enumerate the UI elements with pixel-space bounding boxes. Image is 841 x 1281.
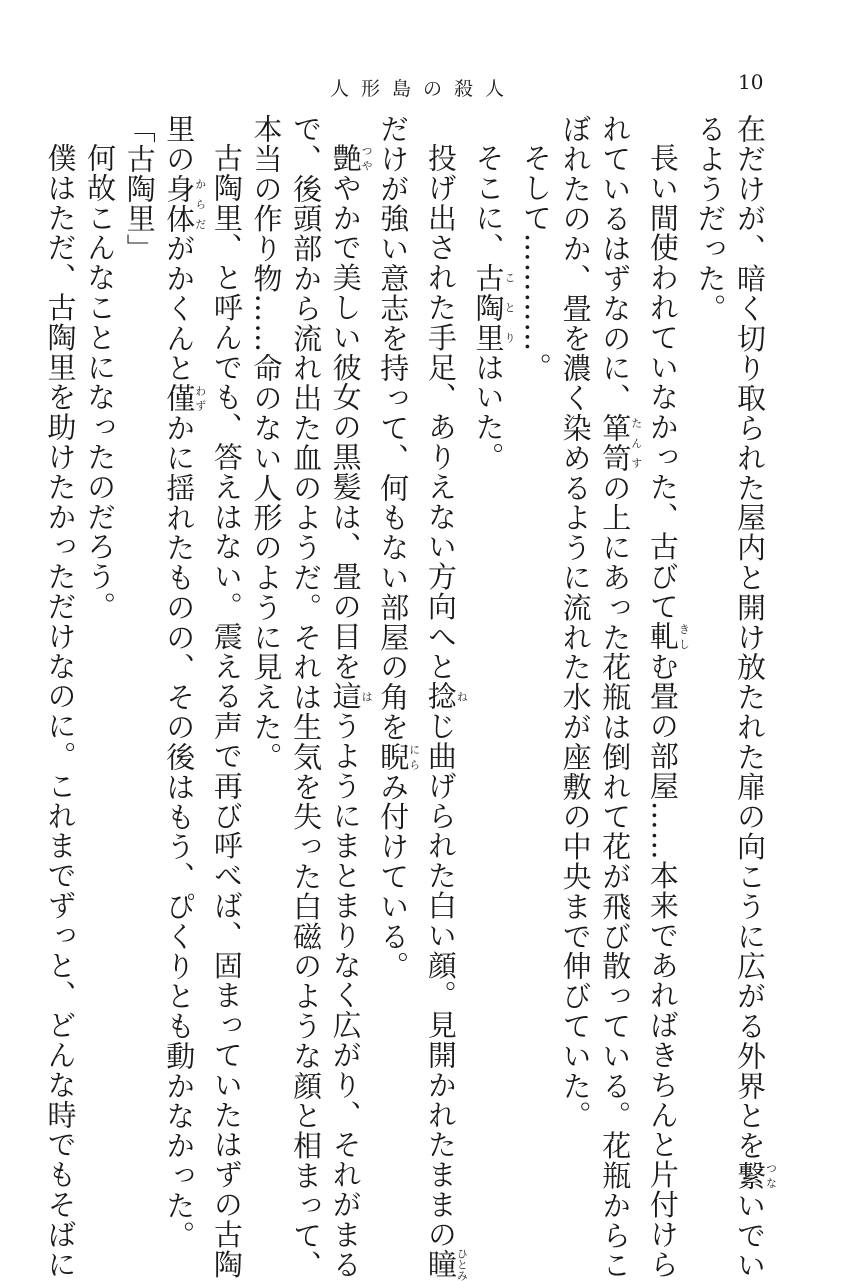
text-line — [285, 114, 325, 1281]
ruby-base: 繋 — [733, 1160, 767, 1191]
ruby-annotated-word — [328, 681, 374, 712]
text-run: の上にあった花瓶は倒れて花が飛び散っている。花瓶からこ — [598, 472, 633, 1281]
text-line — [80, 114, 120, 1134]
ruby-base: 僅 — [162, 383, 197, 414]
ruby-reading: ね — [455, 681, 469, 712]
text-run: み付けている。 — [376, 771, 411, 982]
text-run: れているはずなのに、 — [598, 114, 633, 413]
text-line — [325, 114, 374, 1280]
text-run: 長い間使われていなかった、古びて — [645, 143, 680, 622]
ruby-base: 艶 — [328, 143, 363, 173]
text-run: 「古陶里」 — [122, 114, 157, 264]
text-run: む畳の部屋……本来であればきちんと片付けら — [645, 651, 680, 1280]
ruby-reading: は — [360, 681, 374, 712]
text-run: 在だけが、暗く切り取られた屋内と開け放たれた扉の向こうに広がる外界とを — [733, 114, 767, 1161]
text-run: 里の — [162, 114, 197, 174]
ruby-base: 身体 — [162, 173, 197, 234]
ruby-reading: わず — [193, 383, 207, 414]
text-line — [40, 114, 80, 1280]
text-line — [246, 114, 286, 1134]
ruby-annotated-word — [598, 413, 643, 473]
ruby-base: 軋 — [645, 621, 680, 652]
text-run: だけが強い意志を持って、何もない部屋の角を — [376, 114, 411, 742]
ruby-base: 捻 — [423, 681, 458, 712]
text-line — [119, 114, 159, 1134]
ruby-annotated-word — [645, 621, 691, 652]
text-line — [729, 114, 778, 1281]
text-run: じ曲げられた白い顔。見開かれたままの — [423, 711, 458, 1250]
text-run: 何故こんなことになったのだろう。 — [83, 143, 118, 622]
text-line — [515, 114, 555, 1134]
ruby-base: 瞳 — [423, 1247, 458, 1281]
ruby-annotated-word — [423, 1247, 469, 1281]
text-line — [373, 114, 421, 1134]
ruby-reading: たんす — [629, 413, 643, 473]
text-run: ぼれたのか、畳を濃く染めるように流れた水が座敷の中央まで伸びていた。 — [558, 114, 593, 1131]
ruby-annotated-word — [162, 173, 207, 234]
text-line — [468, 114, 516, 1134]
ruby-annotated-word — [376, 741, 421, 772]
ruby-reading: ひとみ — [455, 1247, 469, 1281]
ruby-base: 箪笥 — [598, 413, 633, 473]
text-run: かに揺れたものの、その後はもう、ぴくりとも動かなかった。 — [162, 413, 197, 1251]
ruby-reading: にら — [407, 741, 421, 772]
text-line — [420, 114, 469, 1281]
ruby-annotated-word — [733, 1160, 778, 1191]
text-run: はいた。 — [471, 352, 506, 472]
ruby-reading: つや — [360, 143, 374, 173]
text-run: いでい — [733, 1190, 767, 1281]
text-run: そこに、 — [471, 143, 506, 263]
text-line — [159, 114, 207, 1251]
text-run: 古陶里、と呼んでも、答えはない。震える声で再び呼べば、固まっていたはずの古陶 — [209, 143, 244, 1280]
text-line — [595, 114, 643, 1281]
text-run: そして…………。 — [519, 143, 554, 383]
text-line — [555, 114, 595, 1134]
text-line — [206, 114, 246, 1280]
page-number: 10 — [738, 70, 764, 94]
ruby-reading: つな — [764, 1160, 778, 1191]
text-run: 本当の作り物……命のない人形のように見えた。 — [249, 114, 284, 772]
ruby-reading: からだ — [193, 173, 207, 234]
text-line — [642, 114, 691, 1280]
text-run: るようだった。 — [693, 114, 728, 324]
ruby-base: 睨 — [376, 741, 411, 772]
ruby-annotated-word — [471, 262, 516, 353]
text-line — [690, 114, 730, 1134]
ruby-annotated-word — [423, 681, 469, 712]
ruby-reading: ことり — [502, 262, 516, 353]
text-run: で、後頭部から流れ出た血のようだ。それは生気を失った白磁のような顔と相まって、 — [289, 114, 324, 1281]
text-run: がかくんと — [162, 233, 197, 384]
text-run: うようにまとまりなく広がり、それがまる — [328, 711, 363, 1280]
text-run: やかで美しい彼女の黒髪は、畳の目を — [328, 172, 363, 682]
ruby-annotated-word — [162, 383, 207, 414]
running-head-title: 人形島の殺人 — [330, 78, 517, 100]
ruby-base: 古陶里 — [471, 262, 506, 353]
ruby-annotated-word — [328, 143, 374, 173]
text-run: 投げ出された手足、ありえない方向へと — [423, 143, 458, 682]
body-text — [40, 114, 778, 1281]
text-run: 僕はただ、古陶里を助けたかっただけなのに。これまでずっと、どんな時でもそばに — [43, 143, 78, 1280]
ruby-reading: きし — [677, 621, 691, 652]
ruby-base: 這 — [328, 681, 363, 712]
